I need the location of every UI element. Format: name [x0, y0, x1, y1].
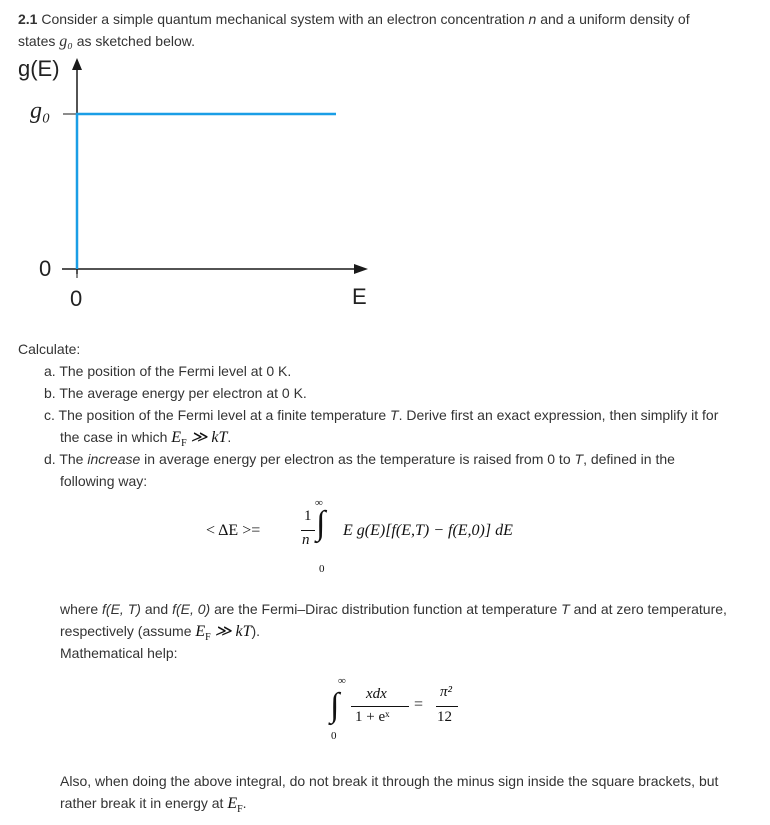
where-T: T — [561, 601, 570, 617]
item-c-text-post: . Derive first an exact expression, then simplify it for — [398, 407, 719, 423]
eq2-numerator: xdx — [366, 686, 387, 702]
problem-number: 2.1 — [18, 11, 38, 27]
intro-g0-symbol: g₀ — [59, 33, 73, 50]
item-a-marker: a. — [44, 363, 56, 379]
intro-text-2-pre: states — [18, 33, 56, 49]
eq1-frac-den: n — [302, 532, 310, 548]
eq2-int-upper: ∞ — [338, 675, 346, 687]
where-and: and — [144, 601, 169, 617]
item-d-text-post: , defined in the — [583, 451, 675, 467]
intro-text-1-tail: and a uniform density of — [540, 11, 690, 27]
item-a-text: The position of the Fermi level at 0 K. — [59, 363, 292, 379]
eq2-integral-sign: ∫ — [330, 687, 340, 724]
eq1-frac-bar — [301, 530, 315, 531]
density-of-states-figure — [0, 52, 400, 310]
where-math: $E_F$ ≫ kT — [195, 623, 252, 644]
where-mid: are the Fermi–Dirac distribution function at temperature — [214, 601, 558, 617]
final-note-pre: rather break it in energy at — [60, 795, 224, 811]
where-line2-pre: respectively (assume — [60, 623, 192, 639]
item-c-text-pre: The position of the Fermi level at a finite temperature — [58, 407, 387, 423]
item-c-line1 — [44, 404, 718, 426]
g-of-E-curve — [77, 114, 336, 269]
where-line2-post: ). — [251, 623, 261, 639]
where-fE0: f(E, 0) — [172, 601, 211, 617]
final-note-math: $E_F$ — [227, 795, 243, 816]
item-d-text-mid: in average energy per electron as the temperature is raised from 0 to — [144, 451, 571, 467]
item-c-line2-post: . — [227, 429, 232, 445]
math-help-label: Mathematical help: — [60, 645, 178, 661]
figure-svg — [0, 52, 400, 310]
item-b — [44, 382, 307, 404]
final-note-post: . — [242, 795, 247, 811]
item-d-emphasis: increase — [87, 451, 141, 467]
eq2-rhs-num: π² — [440, 684, 453, 700]
item-c-T: T — [390, 407, 399, 423]
problem-intro-line1 — [18, 8, 690, 30]
calculate-heading: Calculate: — [18, 341, 81, 357]
item-d-marker: d. — [44, 451, 56, 467]
eq2-equals: = — [414, 696, 424, 713]
item-a — [44, 360, 291, 382]
eq2-rhs-den: 12 — [437, 709, 452, 725]
x-tick-zero-label: 0 — [70, 286, 83, 311]
where-line1 — [60, 598, 727, 620]
item-c-marker: c. — [44, 407, 55, 423]
item-b-text: The average energy per electron at 0 K. — [59, 385, 307, 401]
where-post: and at zero temperature, — [573, 601, 727, 617]
eq1-int-upper: ∞ — [315, 497, 323, 509]
eq2-int-lower: 0 — [331, 730, 337, 742]
eq2-rhs-bar — [436, 706, 458, 707]
y-axis-label: g(E) — [18, 56, 60, 81]
item-b-marker: b. — [44, 385, 56, 401]
item-c-math: $E_F$ ≫ kT — [171, 429, 228, 450]
eq1-integrand: E g(E)[f(E,T) − f(E,0)] dE — [343, 522, 513, 539]
where-fET: f(E, T) — [102, 601, 141, 617]
y-tick-g0-label: g₀ — [30, 98, 51, 124]
final-note-line2 — [60, 792, 247, 821]
x-axis-label: E — [352, 284, 367, 309]
item-c-line2-pre: the case in which — [60, 429, 168, 445]
eq2-denominator: 1 + eˣ — [355, 709, 390, 725]
intro-text-1: Consider a simple quantum mechanical system with an electron concentration — [41, 11, 525, 27]
eq1-integral-sign: ∫ — [316, 505, 326, 542]
y-tick-zero-label: 0 — [39, 256, 52, 281]
intro-n-variable: n — [528, 11, 537, 27]
eq2-frac-bar — [351, 706, 409, 707]
item-d-line1 — [44, 448, 675, 470]
final-note-line1: Also, when doing the above integral, do not break it through the minus sign inside the square brackets, but — [60, 773, 719, 789]
item-d-line2: following way: — [60, 473, 148, 489]
eq1-frac-num: 1 — [304, 508, 312, 524]
eq1-int-lower: 0 — [319, 563, 325, 575]
problem-intro-line2 — [18, 30, 195, 53]
y-axis-arrow-icon — [72, 58, 82, 70]
x-axis-arrow-icon — [354, 264, 368, 274]
eq1-lhs: < ΔE >= — [206, 522, 261, 539]
intro-text-2-post: as sketched below. — [76, 33, 195, 49]
item-d-T: T — [574, 451, 584, 467]
where-pre: where — [60, 601, 99, 617]
item-d-text-pre: The — [59, 451, 84, 467]
